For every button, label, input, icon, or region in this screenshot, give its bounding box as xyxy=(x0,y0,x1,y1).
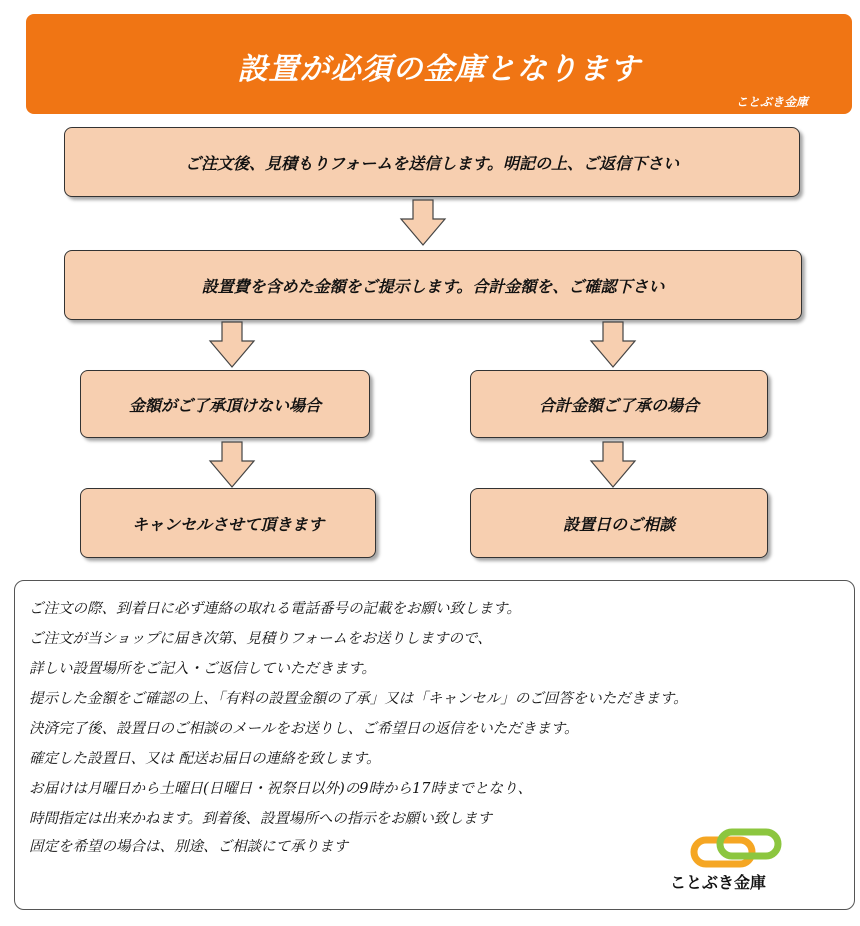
banner-subtitle: ことぶき金庫 xyxy=(735,95,808,109)
title-banner xyxy=(26,14,852,114)
left-result-text: キャンセルさせて頂きます xyxy=(131,514,324,534)
note-line: 固定を希望の場合は、別途、ご相談にて承ります xyxy=(29,839,348,855)
right-condition-text: 合計金額ご了承の場合 xyxy=(538,395,699,415)
note-line: 決済完了後、設置日のご相談のメールをお送りし、ご希望日の返信をいただきます。 xyxy=(29,721,579,737)
down-arrow-right-2-icon xyxy=(589,441,637,489)
left-condition-box xyxy=(80,370,370,438)
left-condition-text: 金額がご了承頂けない場合 xyxy=(128,395,321,415)
left-result-box xyxy=(80,488,376,558)
down-arrow-icon xyxy=(399,199,447,247)
note-line: 提示した金額をご確認の上、「有料の設置金額の了承」又は「キャンセル」のご回答をいただきます。 xyxy=(29,691,688,707)
down-arrow-right-icon xyxy=(589,321,637,369)
note-line: 確定した設置日、又は 配送お届日の連絡を致します。 xyxy=(29,751,381,767)
right-condition-box xyxy=(470,370,768,438)
right-result-text: 設置日のご相談 xyxy=(562,514,675,534)
note-line: お届けは月曜日から土曜日(日曜日・祝祭日以外)の9時から17時までとなり、 xyxy=(29,781,532,797)
step1-text: ご注文後、見積もりフォームを送信します。明記の上、ご返信下さい xyxy=(185,153,679,173)
step1-box xyxy=(64,127,800,197)
step2-box xyxy=(64,250,802,320)
banner-title: 設置が必須の金庫となります xyxy=(237,52,641,87)
note-line: ご注文が当ショップに届き次第、見積りフォームをお送りしますので、 xyxy=(29,631,492,647)
note-line: ご注文の際、到着日に必ず連絡の取れる電話番号の記載をお願い致します。 xyxy=(29,601,521,617)
step2-text: 設置費を含めた金額をご提示します。合計金額を、ご確認下さい xyxy=(201,276,665,296)
down-arrow-left-icon xyxy=(208,321,256,369)
note-line: 時間指定は出来かねます。到着後、設置場所への指示をお願い致します xyxy=(29,811,492,827)
note-line: 詳しい設置場所をご記入・ご返信していただきます。 xyxy=(29,661,376,677)
logo-text: ことぶき金庫 xyxy=(670,873,767,892)
down-arrow-left-2-icon xyxy=(208,441,256,489)
right-result-box xyxy=(470,488,768,558)
